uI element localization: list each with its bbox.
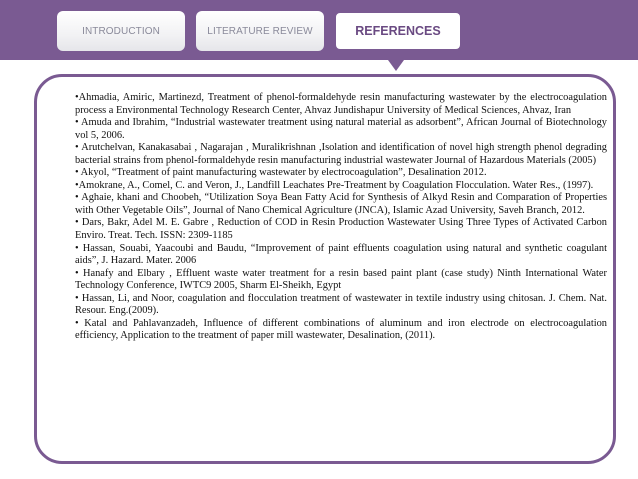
tab-literature-review-label: LITERATURE REVIEW (207, 25, 313, 37)
active-tab-pointer-arrow-icon (388, 60, 404, 71)
reference-item: • Hassan, Souabi, Yaacoubi and Baudu, “Improvement of paint effluents coagulation using natural and synthetic coagulant aids”, J. Hazard. Mater. 2006 (75, 242, 607, 267)
reference-item: •Amokrane, A., Comel, C. and Veron, J., Landfill Leachates Pre-Treatment by Coagulation Flocculation. Water Res., (1997). (75, 179, 594, 191)
reference-item: • Amuda and Ibrahim, “Industrial wastewater treatment using natural material as adsorbent”, African Journal of Biotechnology vol 5, 2006. (75, 117, 607, 141)
reference-item: • Aghaie, khani and Choobeh, “Utilization Soya Bean Fatty Acid for Synthesis of Alkyd Resin and Comparation of Properties with Other Vegetable Oils”, Journal of Nano Chemical Agriculture (JNCA), Islamic Azad University, Saveh Branch, 2012. (75, 192, 607, 216)
reference-item: • Dars, Bakr, Adel M. E. Gabre , Reduction of COD in Resin Production Wastewater Using Three Types of Activated Carbon Enviro. Treat. Tech. ISSN: 2309-1185 (75, 217, 607, 242)
reference-item: • Akyol, “Treatment of paint manufacturing wastewater by electrocoagulation”, Desalination 2012. (75, 167, 487, 179)
reference-item: • Hanafy and Elbary , Effluent waste water treatment for a resin based paint plant (case study) Ninth International Water Technology Conference, IWTC9 2005, Sharm El-Sheikh, Egypt (75, 267, 607, 292)
tab-introduction[interactable] (57, 11, 185, 51)
tab-literature-review[interactable] (196, 11, 324, 51)
reference-item: • Hassan, Li, and Noor, coagulation and flocculation treatment of wastewater in textile industry using chitosan. J. Chem. Nat. Resour. Eng.(2009). (75, 292, 607, 317)
reference-item: • Arutchelvan, Kanakasabai , Nagarajan , Muralikrishnan ,Isolation and identification of novel high strength phenol degrading bacterial strains from phenol-formaldehyde resin manufacturing industrial wastewater Journal of Hazardous Materials (2005) (75, 142, 607, 166)
reference-item: •Ahmadia, Amiric, Martinezd, Treatment of phenol-formaldehyde resin manufacturing wastewater by the electrocoagulation process a Environmental Technology Research Center, Ahvaz Jundishapur University of Medical Sciences, Ahvaz, Iran (75, 92, 607, 116)
tab-introduction-label: INTRODUCTION (82, 25, 160, 37)
reference-list (75, 92, 607, 343)
tab-references[interactable] (334, 11, 462, 51)
tab-references-label: REFERENCES (355, 24, 441, 38)
reference-item: • Katal and Pahlavanzadeh, Influence of different combinations of aluminum and iron electrode on electrocoagulation efficiency, Application to the treatment of paper mill wastewater, Desalination, (2011). (75, 317, 607, 342)
